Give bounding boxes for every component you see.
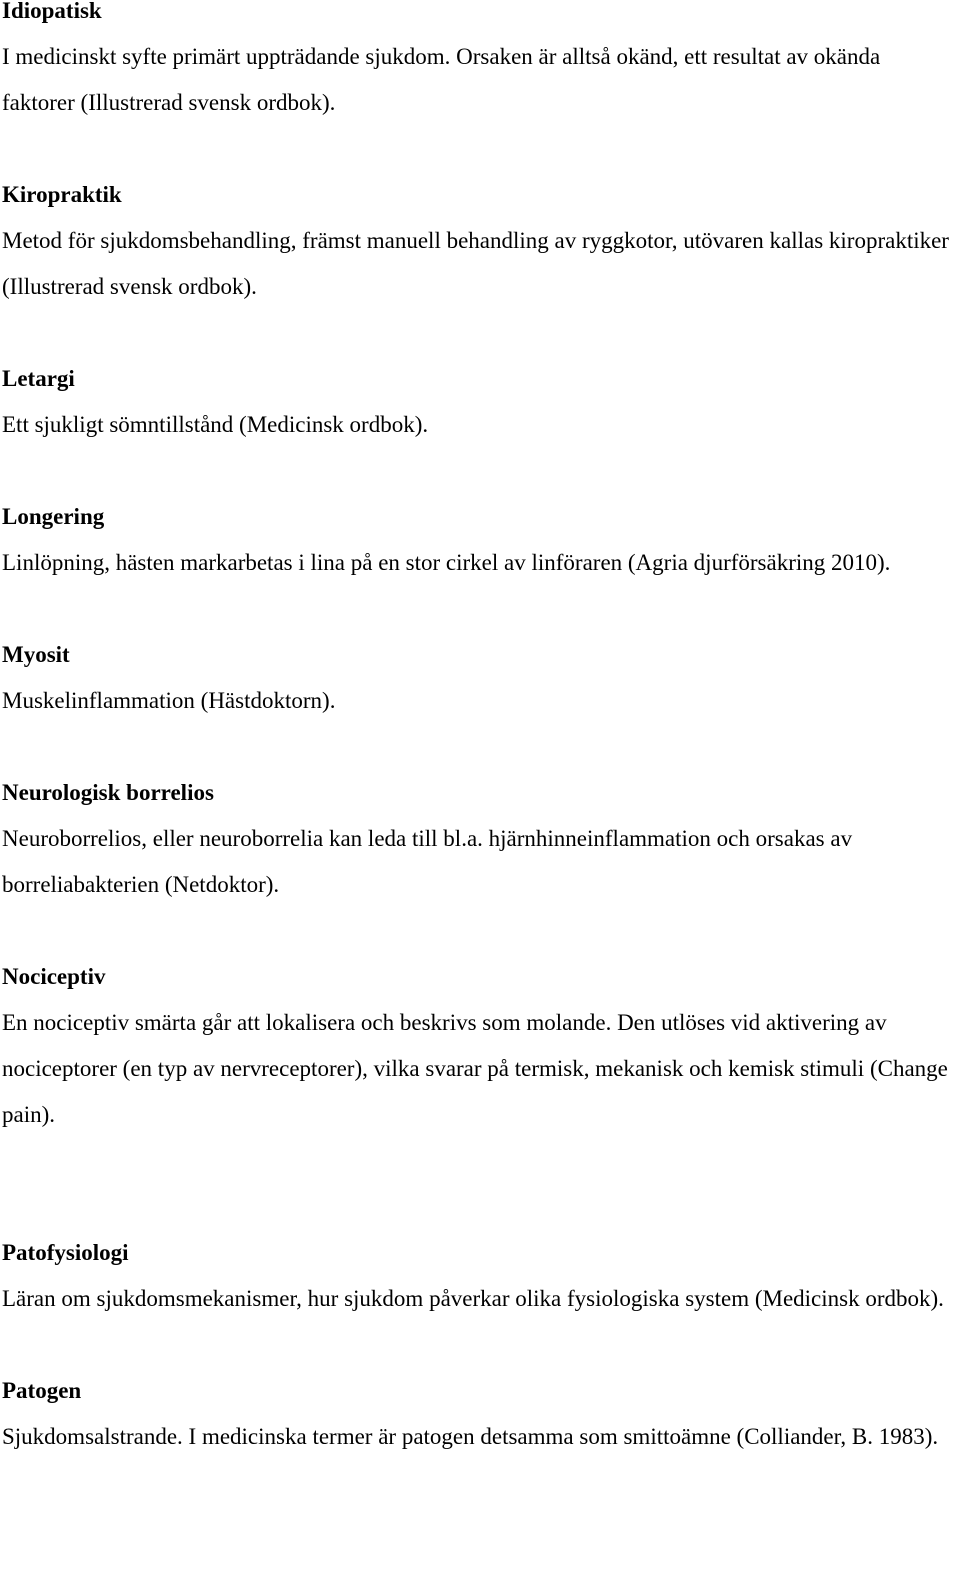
entry-spacer bbox=[2, 908, 958, 954]
glossary-term: Myosit bbox=[2, 642, 70, 667]
glossary-term: Patogen bbox=[2, 1378, 82, 1403]
glossary-definition: Ett sjukligt sömntillstånd (Medicinsk ordbok). bbox=[2, 412, 429, 437]
glossary-entry-letargi bbox=[2, 356, 958, 448]
glossary-definition: Läran om sjukdomsmekanismer, hur sjukdom påverkar olika fysiologiska system (Medicinsk ordbok). bbox=[2, 1286, 944, 1311]
glossary-definition: Neuroborrelios, eller neuroborrelia kan leda till bl.a. hjärnhinneinflammation och orsakas av borreliabakterien (Netdoktor). bbox=[2, 826, 853, 897]
glossary-term: Kiropraktik bbox=[2, 182, 122, 207]
glossary-term: Idiopatisk bbox=[2, 0, 102, 23]
glossary-entry-idiopatisk bbox=[2, 0, 958, 126]
glossary-definition: Sjukdomsalstrande. I medicinska termer är patogen detsamma som smittoämne (Colliander, B. 1983). bbox=[2, 1424, 939, 1449]
glossary-entry-myosit bbox=[2, 632, 958, 724]
glossary-term: Neurologisk borrelios bbox=[2, 780, 214, 805]
entry-spacer bbox=[2, 126, 958, 172]
glossary-entry-neurologisk-borrelios bbox=[2, 770, 958, 908]
glossary-term: Longering bbox=[2, 504, 105, 529]
glossary-entry-nociceptiv bbox=[2, 954, 958, 1138]
glossary-term: Nociceptiv bbox=[2, 964, 106, 989]
entry-spacer bbox=[2, 586, 958, 632]
glossary-entry-patofysiologi bbox=[2, 1230, 958, 1322]
glossary-page bbox=[2, 0, 958, 1460]
entry-spacer bbox=[2, 448, 958, 494]
glossary-term: Letargi bbox=[2, 366, 75, 391]
glossary-definition: Muskelinflammation (Hästdoktorn). bbox=[2, 688, 336, 713]
entry-spacer bbox=[2, 1138, 958, 1230]
entry-spacer bbox=[2, 310, 958, 356]
glossary-entry-longering bbox=[2, 494, 958, 586]
glossary-entry-patogen bbox=[2, 1368, 958, 1460]
glossary-term: Patofysiologi bbox=[2, 1240, 129, 1265]
entry-spacer bbox=[2, 1322, 958, 1368]
glossary-definition: Metod för sjukdomsbehandling, främst manuell behandling av ryggkotor, utövaren kallas kiropraktiker (Illustrerad svensk ordbok). bbox=[2, 228, 949, 299]
glossary-entry-kiropraktik bbox=[2, 172, 958, 310]
glossary-definition: Linlöpning, hästen markarbetas i lina på en stor cirkel av linföraren (Agria djurförsäkring 2010). bbox=[2, 550, 891, 575]
glossary-definition: I medicinskt syfte primärt uppträdande sjukdom. Orsaken är alltså okänd, ett resultat av okända faktorer (Illustrerad svensk ordbok). bbox=[2, 44, 881, 115]
entry-spacer bbox=[2, 724, 958, 770]
glossary-definition: En nociceptiv smärta går att lokalisera och beskrivs som molande. Den utlöses vid aktivering av nociceptorer (en typ av nervreceptorer), vilka svarar på termisk, mekanisk och kemisk stimuli (Change pain). bbox=[2, 1010, 948, 1127]
